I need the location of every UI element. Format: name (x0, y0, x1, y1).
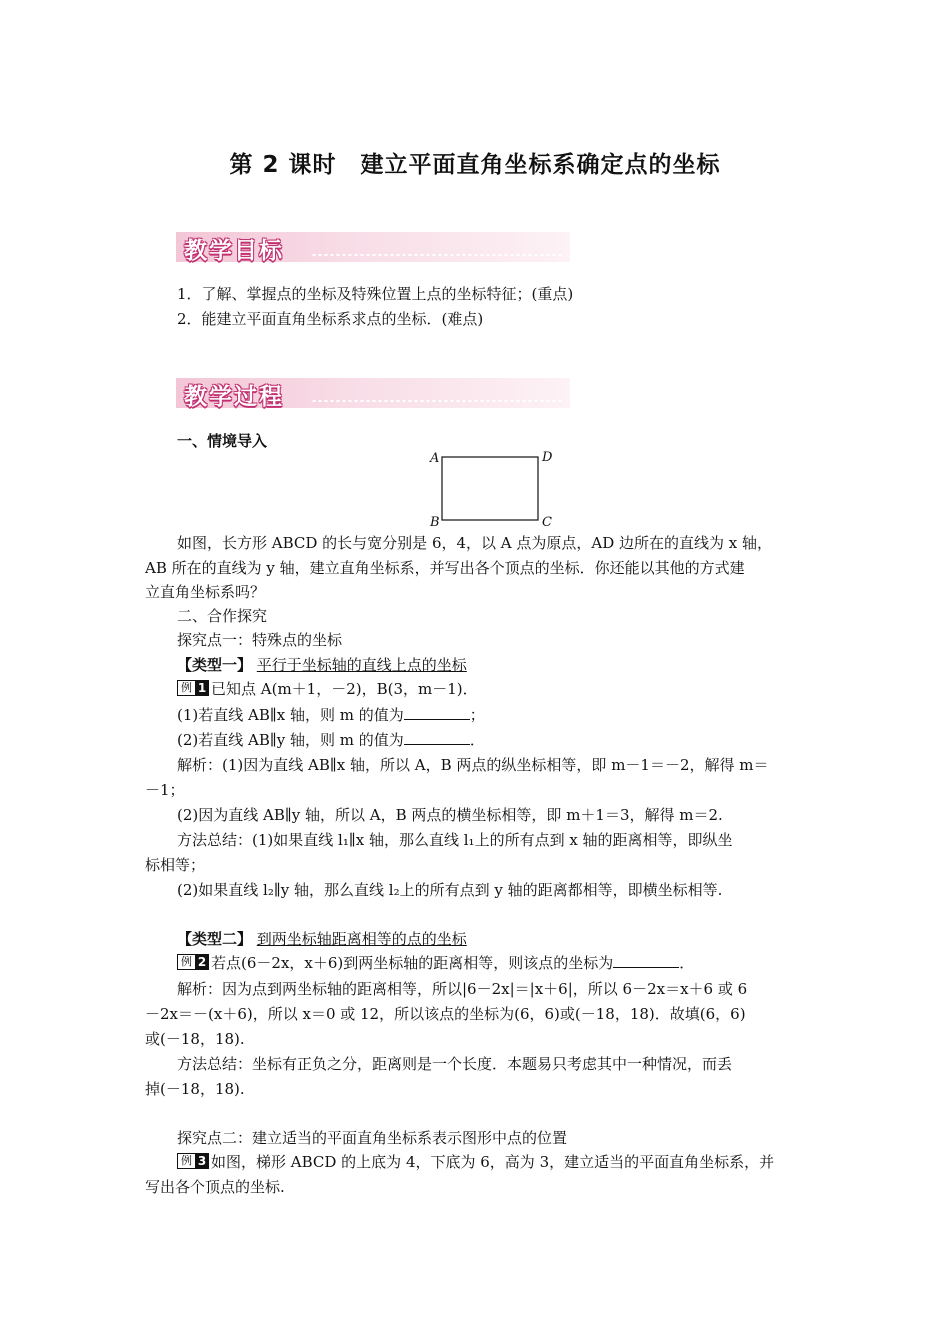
vertex-label-b: B (430, 515, 440, 530)
example-3-text: 如图，梯形 ABCD 的上底为 4，下底为 6，高为 3，建立适当的平面直角坐标系，并 (211, 1153, 775, 1171)
example-3-line-2: 写出各个顶点的坐标. (145, 1178, 285, 1196)
example-badge-label: 例 (177, 1153, 196, 1169)
summary-1-line-1: 方法总结：(1)如果直线 l₁∥x 轴，那么直线 l₁上的所有点到 x 轴的距离相等，即纵坐 (177, 831, 733, 849)
summary-2-line-1: 方法总结：坐标有正负之分，距离则是一个长度．本题易只考虑其中一种情况，而丢 (177, 1055, 733, 1073)
question-1-end: ； (469, 706, 485, 724)
analysis-2-line-2: －2x＝－(x＋6)，所以 x＝0 或 12，所以该点的坐标为(6，6)或(－18，18)．故填(6，6) (145, 1005, 746, 1023)
analysis-1-line-2: －1； (145, 781, 185, 799)
objectives-banner (176, 232, 570, 262)
question-2-end: ． (469, 731, 485, 749)
banner-dots (311, 254, 564, 256)
objective-2: 2．能建立平面直角坐标系求点的坐标．(难点) (177, 310, 484, 328)
explore-point-2: 探究点二：建立适当的平面直角坐标系表示图形中点的位置 (177, 1129, 568, 1147)
example-badge-number: 2 (195, 954, 209, 970)
analysis-1-line-3: (2)因为直线 AB∥y 轴，所以 A，B 两点的横坐标相等，即 m＋1＝3，解得 m＝2. (177, 806, 723, 824)
example-1 (177, 679, 478, 699)
analysis-1-line-1: 解析：(1)因为直线 AB∥x 轴，所以 A，B 两点的纵坐标相等，即 m－1＝－2，解得 m＝ (177, 756, 769, 774)
type2-heading (177, 929, 467, 949)
intro-paragraph-line-3: 立直角坐标系吗？ (145, 583, 266, 601)
type1-heading (177, 655, 467, 675)
vertex-label-a: A (430, 451, 440, 466)
answer-blank (613, 953, 679, 968)
example-badge (177, 1153, 209, 1169)
example-1-question-1 (177, 705, 485, 725)
example-badge-number: 3 (195, 1153, 209, 1169)
type1-bracket: 【类型一】 (177, 656, 253, 674)
answer-blank (404, 705, 470, 720)
example-2-end: ． (679, 954, 695, 972)
explore-point-1: 探究点一：特殊点的坐标 (177, 631, 343, 649)
question-2-text: (2)若直线 AB∥y 轴，则 m 的值为 (177, 731, 404, 749)
page-title: 第 2 课时 建立平面直角坐标系确定点的坐标 (229, 152, 721, 178)
answer-blank (404, 730, 470, 745)
example-badge-label: 例 (177, 680, 196, 696)
analysis-2-line-3: 或(－18，18). (145, 1030, 245, 1048)
section2-heading: 二、合作探究 (177, 607, 268, 625)
type2-title: 到两坐标轴距离相等的点的坐标 (256, 930, 467, 948)
objectives-banner-text: 教学目标 (184, 238, 284, 264)
summary-1-line-3: (2)如果直线 l₂∥y 轴，那么直线 l₂上的所有点到 y 轴的距离都相等，即横坐标相等. (177, 881, 723, 899)
summary-2-line-2: 掉(－18，18). (145, 1080, 245, 1098)
example-2-text: 若点(6－2x，x＋6)到两坐标轴的距离相等，则该点的坐标为 (211, 954, 614, 972)
type1-title: 平行于坐标轴的直线上点的坐标 (256, 656, 467, 674)
example-badge-label: 例 (177, 954, 196, 970)
process-banner (176, 378, 570, 408)
example-2 (177, 953, 694, 973)
type2-bracket: 【类型二】 (177, 930, 253, 948)
analysis-2-line-1: 解析：因为点到两坐标轴的距离相等，所以|6－2x|＝|x＋6|，所以 6－2x＝x＋6 或 6 (177, 980, 748, 998)
section1-heading: 一、情境导入 (177, 432, 268, 450)
intro-paragraph-line-1: 如图，长方形 ABCD 的长与宽分别是 6，4，以 A 点为原点，AD 边所在的直线为 x 轴， (177, 534, 773, 552)
intro-paragraph-line-2: AB 所在的直线为 y 轴，建立直角坐标系，并写出各个顶点的坐标．你还能以其他的方式建 (145, 559, 745, 577)
rectangle-abcd-figure (424, 446, 564, 530)
example-badge (177, 954, 209, 970)
process-banner-text: 教学过程 (184, 384, 284, 410)
example-1-text: 已知点 A(m＋1，－2)，B(3，m－1)． (211, 680, 478, 698)
summary-1-line-2: 标相等； (145, 856, 206, 874)
objective-1: 1．了解、掌握点的坐标及特殊位置上点的坐标特征；(重点) (177, 285, 574, 303)
vertex-label-d: D (542, 450, 553, 465)
example-badge-number: 1 (195, 680, 209, 696)
example-3-line-1 (177, 1152, 774, 1172)
vertex-label-c: C (542, 515, 552, 530)
example-1-question-2 (177, 730, 485, 750)
banner-dots (311, 400, 564, 402)
example-badge (177, 680, 209, 696)
question-1-text: (1)若直线 AB∥x 轴，则 m 的值为 (177, 706, 404, 724)
rectangle-shape (442, 457, 538, 520)
